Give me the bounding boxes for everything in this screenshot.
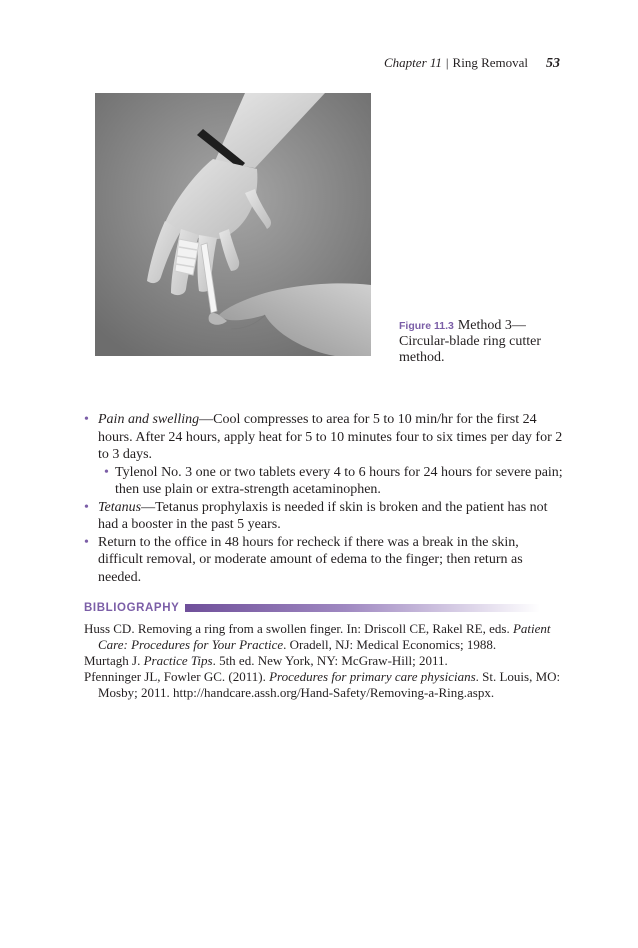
reference-text: . Oradell, NJ: Medical Economics; 1988.: [283, 637, 497, 652]
reference-item: [84, 653, 564, 669]
pain-term: Pain and swelling: [98, 412, 200, 427]
bibliography-title: BIBLIOGRAPHY: [84, 602, 180, 614]
page-number: 53: [546, 56, 560, 71]
reference-text: Murtagh J.: [84, 653, 144, 668]
reference-title: Procedures for primary care physicians: [269, 669, 476, 684]
bullet-icon: •: [84, 534, 89, 550]
bibliography-heading: [84, 600, 540, 616]
list-item-return: [84, 534, 564, 587]
bullet-icon: •: [84, 499, 89, 515]
figure-caption: [399, 318, 549, 366]
list-subitem-tylenol: [84, 464, 564, 499]
reference-item: [84, 669, 564, 701]
tylenol-text: Tylenol No. 3 one or two tablets every 4 to 6 hours for 24 hours for severe pain; then use plain or extra-strength acetaminophen.: [115, 464, 563, 497]
list-item-pain: [84, 411, 564, 464]
section-title: Ring Removal: [452, 55, 528, 70]
chapter-label: Chapter 11: [384, 55, 442, 70]
reference-text: . 5th ed. New York, NY: McGraw-Hill; 2011.: [212, 653, 448, 668]
reference-title: Practice Tips: [143, 653, 213, 668]
return-text: Return to the office in 48 hours for recheck if there was a break in the skin, difficult removal, or moderate amount of edema to the finger; then return as needed.: [98, 534, 523, 585]
reference-item: [84, 621, 564, 653]
ring-cutter-photo-illustration: [95, 93, 371, 356]
bibliography-list: [84, 621, 564, 701]
running-header: [384, 55, 560, 72]
tetanus-text: —Tetanus prophylaxis is needed if skin is broken and the patient has not had a booster in the past 5 years.: [98, 499, 548, 532]
reference-text: Huss CD. Removing a ring from a swollen finger. In: Driscoll CE, Rakel RE, eds.: [84, 621, 513, 636]
reference-text: Pfenninger JL, Fowler GC. (2011).: [84, 669, 270, 684]
figure-label: Figure 11.3: [399, 320, 454, 332]
heading-gradient-bar: [185, 604, 540, 612]
aftercare-list: [84, 411, 564, 586]
figure-caption-text: Method 3—Circular-blade ring cutter method.: [399, 318, 541, 365]
pain-text: —Cool compresses to area for 5 to 10 min/hr for the first 24 hours. After 24 hours, apply heat for 5 to 10 minutes four to six times per day for 2 to 3 days.: [98, 412, 563, 462]
figure-photo: [95, 93, 371, 356]
sub-bullet-icon: •: [104, 464, 109, 480]
list-item-tetanus: [84, 499, 564, 534]
reference-title: Patient Care: Procedures for Your Practice: [98, 621, 551, 652]
header-separator: |: [445, 55, 449, 70]
bullet-icon: •: [84, 412, 89, 427]
reference-text: . St. Louis, MO: Mosby; 2011. http://handcare.assh.org/Hand-Safety/Removing-a-Ring.aspx.: [98, 669, 561, 700]
tetanus-term: Tetanus: [98, 499, 142, 515]
